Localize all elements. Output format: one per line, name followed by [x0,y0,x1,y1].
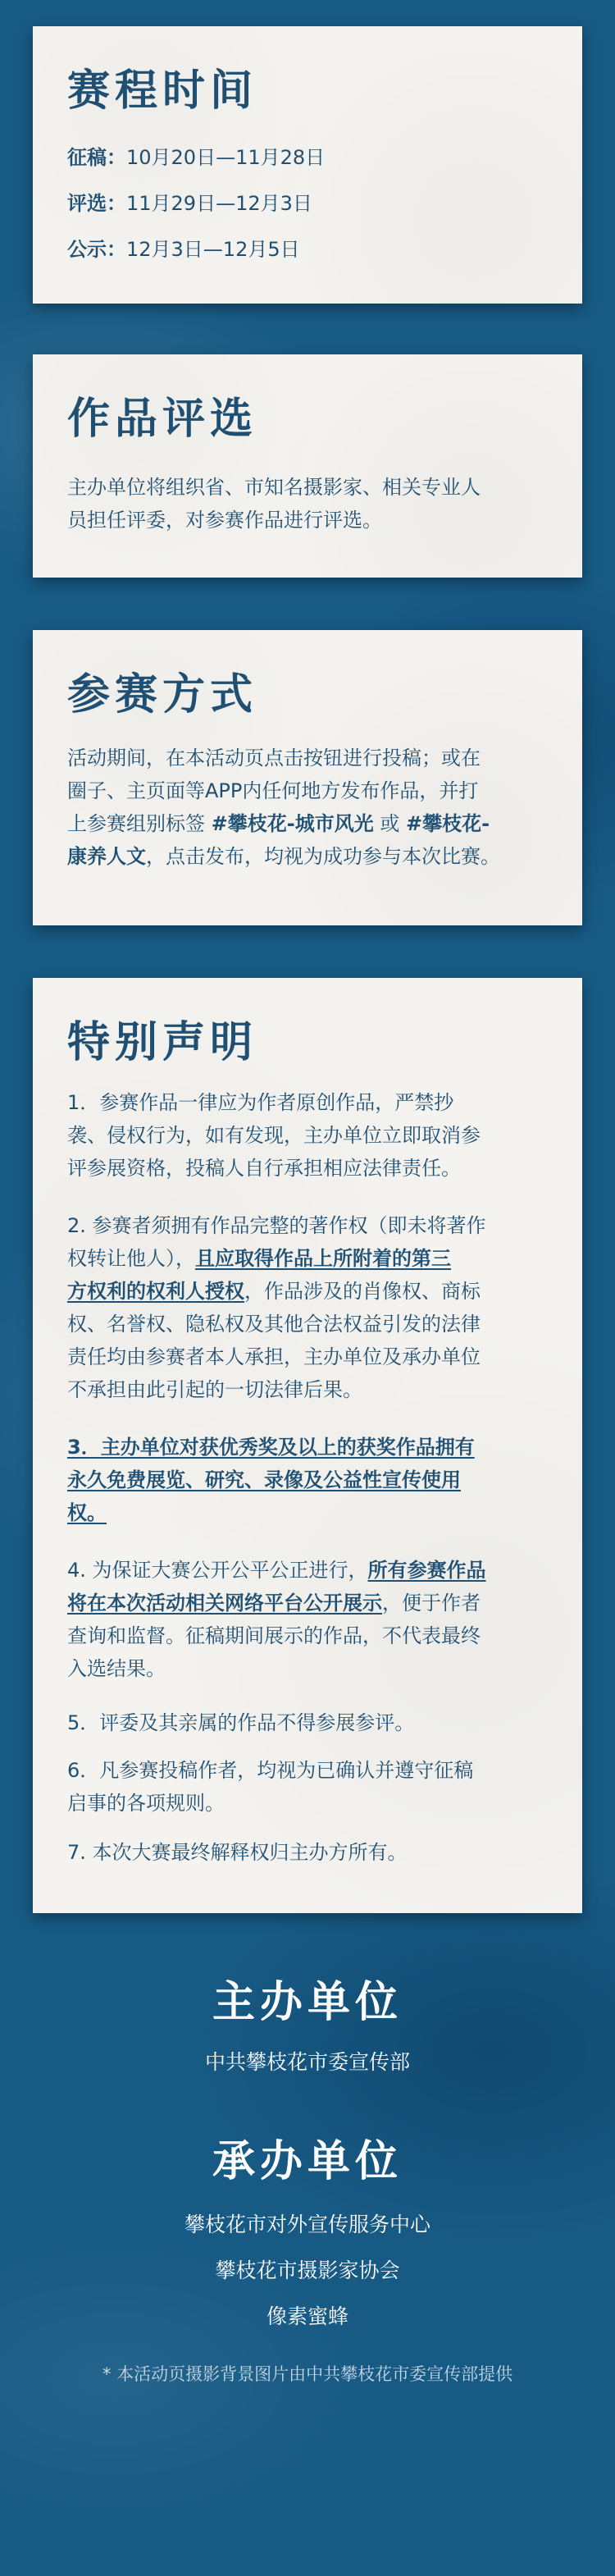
text-line: 员担任评委，对参赛作品进行评选。 [67,509,382,532]
schedule-card [33,26,582,304]
text-line: 1．参赛作品一律应为作者原创作品，严禁抄 [67,1091,454,1114]
text-line: 权、名誉权、隐私权及其他合法权益引发的法律 [67,1313,481,1336]
text-line [67,1587,559,1619]
statement-item-7 [67,1836,559,1869]
text-span: ，便于作者 [382,1592,481,1615]
judging-text [67,471,559,537]
schedule-value: 10月20日—11月28日 [126,146,326,169]
host-org: 中共攀枝花市委宣传部 [204,2050,410,2074]
text-line: 袭、侵权行为，如有发现，主办单位立即取消参 [67,1124,481,1147]
schedule-label: 评选： [67,192,126,215]
statement-item-6 [67,1754,559,1820]
text-span: 或 [373,812,406,835]
organizer-title: 承办单位 [212,2136,403,2186]
text-line: 6．凡参赛投稿作者，均视为已确认并遵守征稿 [67,1759,474,1782]
text-line: 永久免费展览、研究、录像及公益性宣传使用 [67,1468,461,1491]
text-line: 评参展资格，投稿人自行承担相应法律责任。 [67,1157,461,1180]
organizer-org-2: 攀枝花市摄影家协会 [215,2259,400,2282]
statement-title: 特别声明 [67,1017,258,1067]
text-line: 主办单位将组织省、市知名摄影家、相关专业人 [67,476,481,499]
text-line: 启事的各项规则。 [67,1792,225,1815]
text-line [67,807,559,840]
rights-emphasis: 且应取得作品上所附着的第三 [195,1247,451,1270]
host-title: 主办单位 [212,1977,403,2027]
text-line: 不承担由此引起的一切法律后果。 [67,1378,362,1401]
text-line [67,840,559,873]
statement-item-1 [67,1086,559,1185]
method-title: 参赛方式 [67,669,258,719]
judging-title: 作品评选 [67,394,258,444]
organizer-org-1: 攀枝花市对外宣传服务中心 [184,2213,430,2236]
statement-item-4 [67,1554,559,1685]
text-span: ，点击发布，均视为成功参与本次比赛。 [146,845,500,868]
schedule-value: 11月29日—12月3日 [126,192,312,215]
organizer-org-3: 像素蜜蜂 [266,2304,348,2328]
schedule-row-publicity [67,233,300,262]
method-card [33,630,582,925]
text-line: 3．主办单位对获优秀奖及以上的获奖作品拥有 [67,1436,475,1459]
hashtag-wellness-culture[interactable]: #攀枝花- [405,812,490,835]
text-line [67,1554,559,1587]
text-line: 圈子、主页面等APP内任何地方发布作品，并打 [67,779,479,802]
rights-emphasis: 方权利的权利人授权 [67,1280,244,1303]
text-line: 2. 参赛者须拥有作品完整的著作权（即未将著作 [67,1214,486,1237]
text-line: 入选结果。 [67,1657,166,1680]
text-span: 权转让他人）， [67,1247,195,1270]
text-line [67,1242,559,1275]
hashtag-wellness-culture-cont[interactable]: 康养人文 [67,845,146,868]
schedule-title: 赛程时间 [67,66,258,116]
text-line: 5．评委及其亲属的作品不得参展参评。 [67,1711,415,1734]
method-text [67,742,559,873]
hashtag-city-scenery[interactable]: #攀枝花-城市风光 [211,812,374,835]
statement-item-2 [67,1209,559,1406]
text-line: 活动期间，在本活动页点击按钮进行投稿；或在 [67,747,481,770]
display-emphasis: 所有参赛作品 [367,1559,486,1582]
schedule-value: 12月3日—12月5日 [126,238,300,261]
text-line [67,1275,559,1308]
schedule-label: 公示： [67,238,126,261]
judging-card [33,354,582,578]
text-span: 上参赛组别标签 [67,812,212,835]
schedule-row-submission [67,141,325,170]
statement-card [33,978,582,1913]
statement-item-3 [67,1431,559,1529]
text-line: 责任均由参赛者本人承担，主办单位及承办单位 [67,1345,481,1368]
text-line: 权。 [67,1501,107,1524]
text-line: 查询和监督。征稿期间展示的作品，不代表最终 [67,1624,481,1647]
photo-credit-footnote: * 本活动页摄影背景图片由中共攀枝花市委宣传部提供 [102,2364,513,2384]
text-span: 4. 为保证大赛公开公平公正进行， [67,1559,368,1582]
schedule-label: 征稿： [67,146,126,169]
text-line: 7. 本次大赛最终解释权归主办方所有。 [67,1841,408,1864]
display-emphasis: 将在本次活动相关网络平台公开展示 [67,1592,382,1615]
statement-item-5 [67,1706,559,1739]
schedule-row-judging [67,187,312,216]
text-span: ，作品涉及的肖像权、商标 [244,1280,481,1303]
